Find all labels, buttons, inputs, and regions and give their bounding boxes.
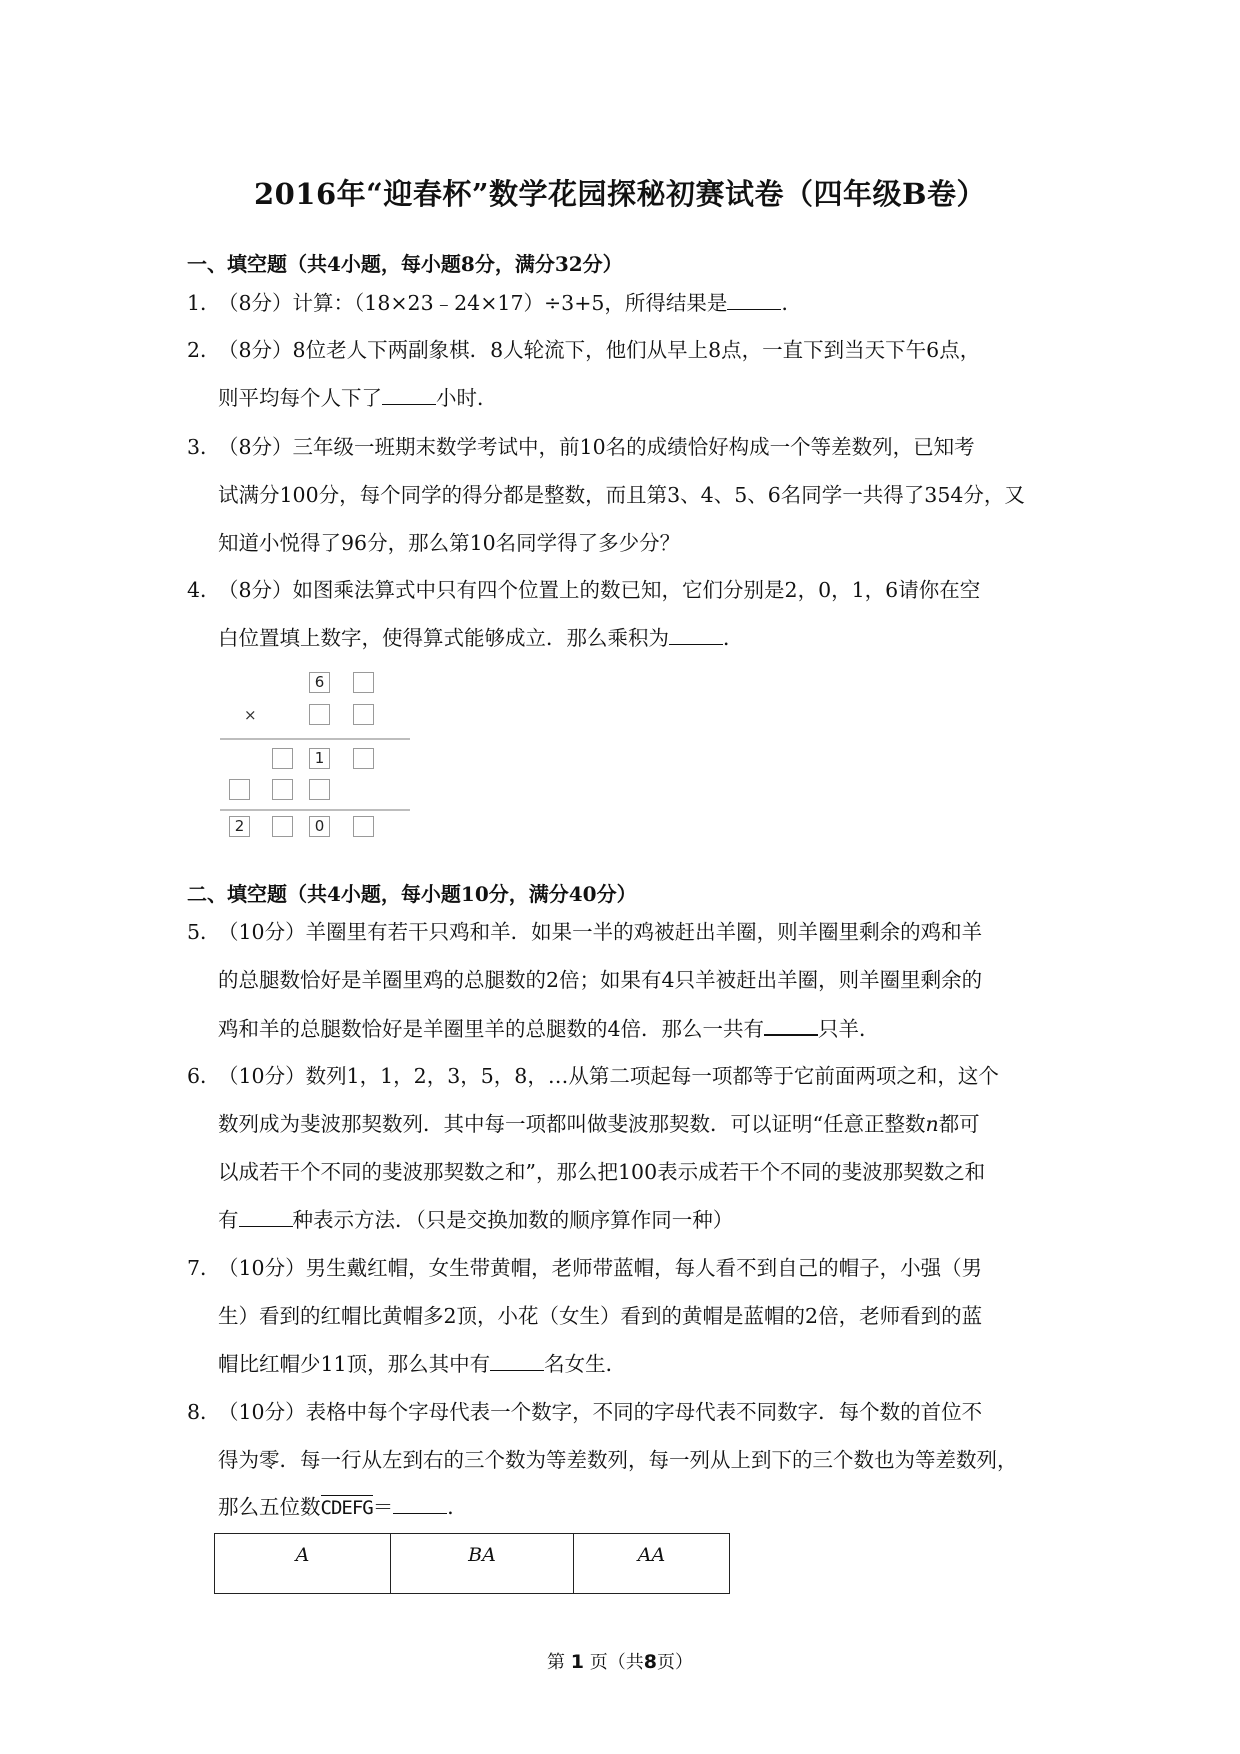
letter-table <box>214 1533 730 1594</box>
page-footer <box>0 1648 1240 1674</box>
question-6-line-4 <box>218 1210 733 1231</box>
answer-blank <box>239 1210 293 1227</box>
question-5-line-3 <box>218 1018 880 1040</box>
divider-line <box>220 738 410 740</box>
question-number: 7． <box>187 1256 221 1280</box>
question-2-line-2 <box>218 388 498 409</box>
question-text-end: 种表示方法．（只是交换加数的顺序算作同一种） <box>292 1208 734 1232</box>
question-number: 8． <box>187 1400 221 1424</box>
digit-box <box>353 816 374 837</box>
question-6-line-2 <box>218 1114 980 1135</box>
answer-blank <box>669 628 723 645</box>
times-sign: × <box>244 706 257 724</box>
page-title: 2016年“迎春杯”数学花园探秘初赛试卷（四年级B卷） <box>253 177 987 211</box>
question-5-line-2: 的总腿数恰好是羊圈里鸡的总腿数的2倍；如果有4只羊被赶出羊圈，则羊圈里剩余的 <box>218 968 983 992</box>
answer-blank <box>490 1354 544 1371</box>
digit-box: 6 <box>309 672 330 693</box>
question-3-line-3: 知道小悦得了96分，那么第10名同学得了多少分？ <box>218 531 681 555</box>
footer-text: 页） <box>656 1652 693 1673</box>
question-4 <box>187 580 980 601</box>
question-text: （8分）三年级一班期末数学考试中，前10名的成绩恰好构成一个等差数列，已知考 <box>218 435 975 459</box>
question-text-end: ． <box>447 1495 468 1519</box>
digit-box <box>272 748 293 769</box>
digit-box <box>229 779 250 800</box>
total-pages: 8 <box>643 1651 657 1673</box>
question-number: 2． <box>187 338 221 362</box>
digit-box: 1 <box>309 748 330 769</box>
question-1 <box>187 293 802 314</box>
question-number: 4． <box>187 578 221 602</box>
table-cell: BA <box>391 1534 574 1594</box>
question-text-end: 只羊． <box>818 1017 880 1041</box>
answer-blank <box>764 1018 818 1036</box>
digit-box <box>309 779 330 800</box>
digit-box <box>353 704 374 725</box>
question-text: （10分）羊圈里有若干只鸡和羊．如果一半的鸡被赶出羊圈，则羊圈里剩余的鸡和羊 <box>218 920 983 944</box>
digit-box <box>353 672 374 693</box>
answer-blank <box>382 388 436 405</box>
question-8-line-2: 得为零．每一行从左到右的三个数为等差数列，每一列从上到下的三个数也为等差数列， <box>218 1448 1018 1472</box>
question-text: （8分）计算：（18×23﹣24×17）÷3+5，所得结果是 <box>218 291 728 315</box>
question-text: 有 <box>218 1208 239 1232</box>
question-text: 则平均每个人下了 <box>218 386 382 410</box>
question-text-end: ． <box>781 291 802 315</box>
question-text: 帽比红帽少11顶，那么其中有 <box>218 1352 491 1376</box>
section-heading-1: 一、填空题（共4小题，每小题8分，满分32分） <box>187 252 623 276</box>
question-8 <box>187 1402 982 1423</box>
table-cell: AA <box>574 1534 730 1594</box>
question-2 <box>187 340 980 361</box>
question-text: （10分）男生戴红帽，女生带黄帽，老师带蓝帽，每人看不到自己的帽子，小强（男 <box>218 1256 983 1280</box>
section-heading-2: 二、填空题（共4小题，每小题10分，满分40分） <box>187 882 637 906</box>
question-text-end: 名女生． <box>544 1352 627 1376</box>
question-text: （8分）如图乘法算式中只有四个位置上的数已知，它们分别是2，0，1，6请你在空 <box>218 578 981 602</box>
question-number: 6． <box>187 1064 221 1088</box>
table-cell: A <box>215 1534 391 1594</box>
digit-box <box>272 779 293 800</box>
multiplication-figure <box>220 660 415 845</box>
question-7-line-3 <box>218 1354 626 1375</box>
question-text: 数列成为斐波那契数列．其中每一项都叫做斐波那契数．可以证明“任意正整数 <box>218 1112 926 1136</box>
divider-line <box>220 809 410 811</box>
footer-text: 第 <box>547 1652 566 1673</box>
question-text: （10分）数列1，1，2，3，5，8，…从第二项起每一项都等于它前面两项之和，这个 <box>218 1064 999 1088</box>
overlined-number: CDEFG <box>320 1497 373 1519</box>
question-text: （10分）表格中每个字母代表一个数字，不同的字母代表不同数字．每个数的首位不 <box>218 1400 983 1424</box>
question-text: 都可 <box>938 1112 980 1136</box>
question-text: 鸡和羊的总腿数恰好是羊圈里羊的总腿数的4倍．那么一共有 <box>218 1017 765 1041</box>
question-8-line-3 <box>218 1497 468 1518</box>
question-6-line-3: 以成若干个不同的斐波那契数之和”，那么把100表示成若干个不同的斐波那契数之和 <box>218 1160 986 1184</box>
question-number: 3． <box>187 435 221 459</box>
question-text: 那么五位数 <box>218 1495 321 1519</box>
question-text-end: ． <box>723 626 744 650</box>
answer-blank <box>727 293 781 310</box>
digit-box <box>353 748 374 769</box>
question-text: （8分）8位老人下两副象棋．8人轮流下，他们从早上8点，一直下到当天下午6点， <box>218 338 981 362</box>
digit-box <box>309 704 330 725</box>
question-6 <box>187 1066 999 1087</box>
question-7-line-2: 生）看到的红帽比黄帽多2顶，小花（女生）看到的黄帽是蓝帽的2倍，老师看到的蓝 <box>218 1304 983 1328</box>
question-3-line-2: 试满分100分，每个同学的得分都是整数，而且第3、4、5、6名同学一共得了354分，又 <box>218 483 1025 507</box>
page-number: 1 <box>570 1651 584 1673</box>
question-number: 1． <box>187 291 221 315</box>
table-row <box>215 1534 730 1594</box>
answer-blank <box>393 1497 447 1514</box>
question-5 <box>187 922 982 943</box>
question-3 <box>187 437 975 458</box>
question-number: 5． <box>187 920 221 944</box>
digit-box <box>272 816 293 837</box>
question-7 <box>187 1258 982 1279</box>
question-text: 白位置填上数字，使得算式能够成立．那么乘积为 <box>218 626 669 650</box>
footer-text: 页（共 <box>589 1652 644 1673</box>
digit-box: 0 <box>309 816 330 837</box>
equals-sign: ＝ <box>372 1495 394 1519</box>
digit-box: 2 <box>229 816 250 837</box>
question-4-line-2 <box>218 628 744 649</box>
question-text-end: 小时． <box>436 386 498 410</box>
variable-n: n <box>925 1112 939 1136</box>
